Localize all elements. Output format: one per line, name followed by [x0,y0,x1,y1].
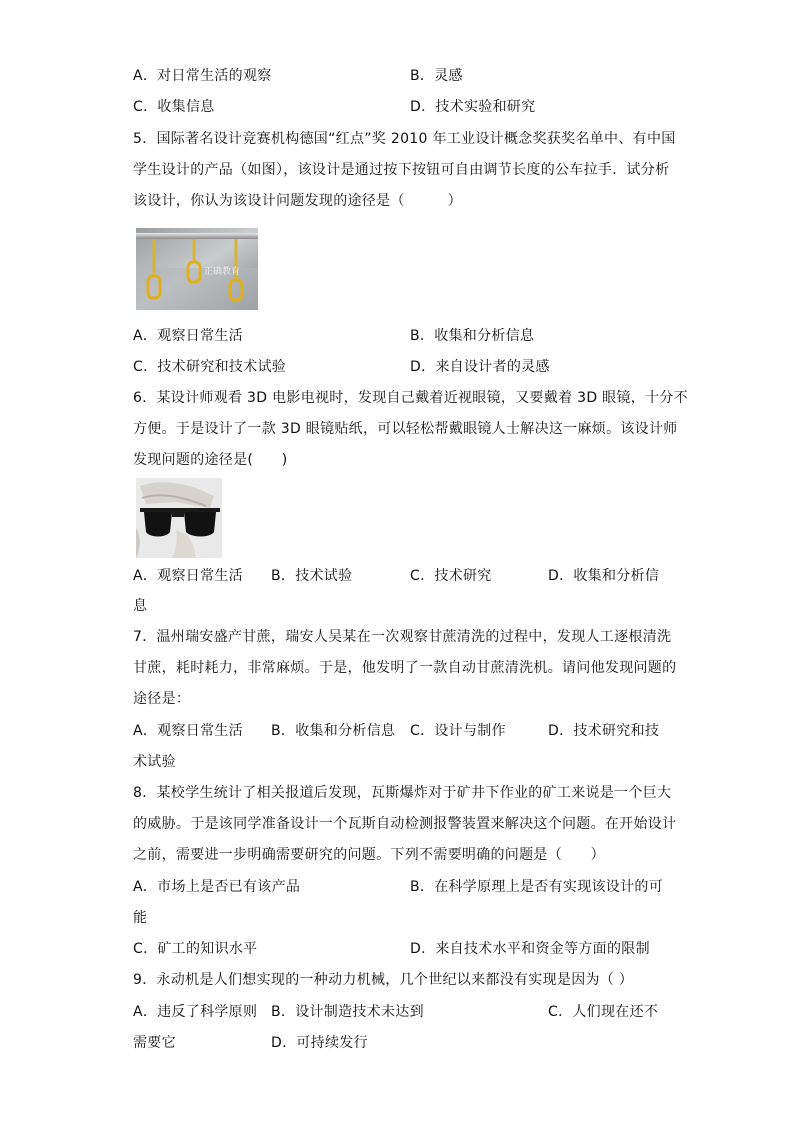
q7-option-d: D．技术研究和技 [548,723,660,739]
q8-option-a: A．市场上是否已有该产品 [133,879,301,895]
q8-option-c: C．矿工的知识水平 [133,941,258,957]
q5-option-c: C．技术研究和技术试验 [133,359,287,375]
q5-stem-line-1: 5．国际著名设计竞赛机构德国“红点”奖 2010 年工业设计概念奖获奖名单中、有中国 [133,131,676,147]
q4-option-a: A．对日常生活的观察 [133,68,272,84]
q8-stem-line-3: 之前，需要进一步明确需要研究的问题。下列不需要明确的问题是（ ） [133,847,605,863]
q9-stem-line-1: 9．永动机是人们想实现的一种动力机械，几个世纪以来都没有实现是因为（ ） [133,972,634,988]
q9-option-c-continued: 需要它 [133,1035,176,1051]
bus-handle-image [136,228,258,310]
q4-option-d: D．技术实验和研究 [410,99,536,115]
q7-stem-line-2: 甘蔗，耗时耗力，非常麻烦。于是，他发明了一款自动甘蔗清洗机。请问他发现问题的 [133,660,677,676]
q6-option-d-continued: 息 [133,598,148,614]
3d-glasses-image [136,478,222,558]
3d-glasses-figure [136,478,222,558]
q7-option-b: B．收集和分析信息 [271,723,396,739]
q6-option-b: B．技术试验 [271,568,353,584]
q8-stem-line-1: 8．某校学生统计了相关报道后发现，瓦斯爆炸对于矿井下作业的矿工来说是一个巨大 [133,785,672,801]
q7-stem-line-3: 途径是： [133,691,191,707]
q9-option-b: B．设计制造技术未达到 [271,1004,424,1020]
q7-stem-line-1: 7．温州瑞安盛产甘蔗，瑞安人吴某在一次观察甘蔗清洗的过程中，发现人工逐根清洗 [133,629,672,645]
q6-option-a: A．观察日常生活 [133,568,243,584]
q7-option-a: A．观察日常生活 [133,723,243,739]
q8-option-b-continued: 能 [133,910,148,926]
q8-option-d: D．来自技术水平和资金等方面的限制 [410,941,650,957]
q7-option-c: C．设计与制作 [410,723,506,739]
q5-option-d: D．来自设计者的灵感 [410,359,550,375]
bus-handle-figure [136,228,258,310]
q7-option-d-continued: 术试验 [133,754,176,770]
q5-stem-line-2: 学生设计的产品（如图），该设计是通过按下按钮可自由调节长度的公车拉手．试分析 [133,162,670,178]
q4-option-b: B．灵感 [410,68,463,84]
q6-stem-line-2: 方便。于是设计了一款 3D 眼镜贴纸，可以轻松帮戴眼镜人士解决这一麻烦。该设计师 [133,421,678,437]
q4-option-c: C．收集信息 [133,99,215,115]
q9-option-d: D．可持续发行 [271,1035,368,1051]
q6-option-d: D．收集和分析信 [548,568,660,584]
figure-watermark: 正确教育 [204,267,241,277]
q8-stem-line-2: 的威胁。于是该同学准备设计一个瓦斯自动检测报警装置来解决这个问题。在开始设计 [133,816,677,832]
q5-stem-line-3: 该设计，你认为该设计问题发现的途径是（ ） [133,193,462,209]
q5-option-a: A．观察日常生活 [133,328,243,344]
q8-option-b: B．在科学原理上是否有实现该设计的可 [410,879,664,895]
q6-stem-line-3: 发现问题的途径是( ) [133,452,288,468]
q9-option-c: C．人们现在还不 [548,1004,659,1020]
q6-option-c: C．技术研究 [410,568,492,584]
q5-option-b: B．收集和分析信息 [410,328,535,344]
q6-stem-line-1: 6．某设计师观看 3D 电影电视时，发现自己戴着近视眼镜，又要戴着 3D 眼镜，十分不 [133,390,688,406]
q9-option-a: A．违反了科学原则 [133,1004,258,1020]
